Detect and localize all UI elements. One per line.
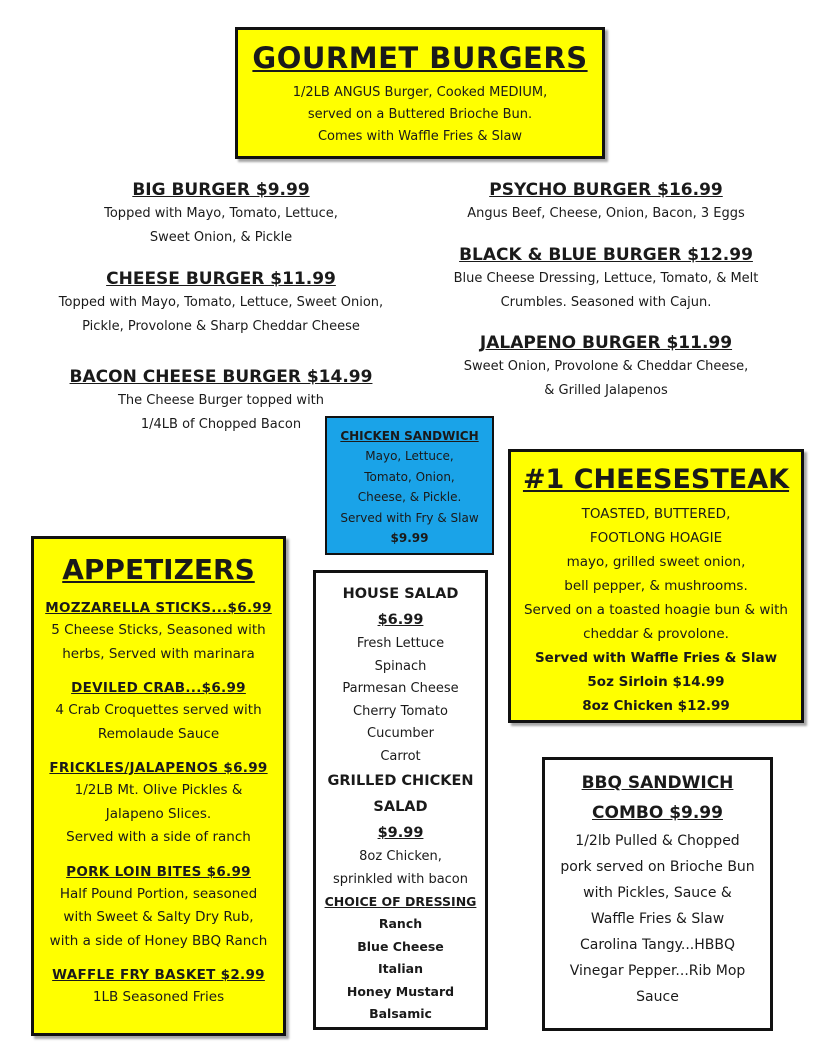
item-desc: Angus Beef, Cheese, Onion, Bacon, 3 Eggs xyxy=(467,206,745,221)
salad-ingredient: Cucumber xyxy=(367,726,434,741)
item-desc: Blue Cheese Dressing, Lettuce, Tomato, & Melt xyxy=(453,271,759,286)
cheesesteak-chicken-price: 8oz Chicken $12.99 xyxy=(582,698,730,714)
appetizer-desc: with Sweet & Salty Dry Rub, xyxy=(63,909,254,925)
chicken-sandwich-box xyxy=(325,416,494,555)
cheesesteak-desc: Served on a toasted hoagie bun & with xyxy=(523,602,788,618)
item-desc: Topped with Mayo, Tomato, Lettuce, xyxy=(104,206,338,221)
cheesesteak-sirloin-price: 5oz Sirloin $14.99 xyxy=(587,674,725,690)
psycho-burger-item xyxy=(430,178,782,226)
item-desc: & Grilled Jalapenos xyxy=(544,383,668,398)
item-title: CHEESE BURGER $11.99 xyxy=(106,269,336,289)
appetizer-desc: Remolaude Sauce xyxy=(97,725,220,742)
item-desc: The Cheese Burger topped with xyxy=(117,393,325,408)
appetizer-desc: Jalapeno Slices. xyxy=(105,805,212,822)
bbq-price: COMBO $9.99 xyxy=(592,803,723,823)
bbq-desc: pork served on Brioche Bun xyxy=(560,859,755,875)
header-line: 1/2LB ANGUS Burger, Cooked MEDIUM, xyxy=(292,85,548,100)
appetizer-title: PORK LOIN BITES $6.99 xyxy=(66,863,251,880)
appetizer-title: WAFFLE FRY BASKET $2.99 xyxy=(52,967,265,983)
item-desc: Topped with Mayo, Tomato, Lettuce, Sweet Onion, xyxy=(58,295,384,310)
salad-ingredient: Cherry Tomato xyxy=(353,703,448,719)
cheese-burger-item xyxy=(20,267,422,339)
item-desc: Sweet Onion, & Pickle xyxy=(149,230,293,245)
bbq-desc: Waffle Fries & Slaw xyxy=(590,911,725,927)
appetizer-title: MOZZARELLA STICKS...$6.99 xyxy=(45,600,272,616)
cheesesteak-title: #1 CHEESESTEAK xyxy=(522,464,790,495)
dressing-option: Ranch xyxy=(378,916,423,931)
appetizer-desc: herbs, Served with marinara xyxy=(62,645,255,662)
item-title: PSYCHO BURGER $16.99 xyxy=(489,180,723,200)
salad-ingredient: Spinach xyxy=(374,658,427,674)
appetizer-title: FRICKLES/JALAPENOS $6.99 xyxy=(49,760,268,776)
appetizer-desc: 4 Crab Croquettes served with xyxy=(55,702,262,718)
header-line: Comes with Waffle Fries & Slaw xyxy=(317,129,523,144)
grilled-chicken-salad-desc: sprinkled with bacon xyxy=(332,871,468,887)
item-title: BACON CHEESE BURGER $14.99 xyxy=(69,367,373,387)
house-salad-price: $6.99 xyxy=(377,612,424,628)
house-salad-box xyxy=(313,570,488,1030)
chicken-sandwich-desc: Served with Fry & Slaw xyxy=(340,510,479,525)
gourmet-burgers-header xyxy=(235,27,605,159)
bbq-desc: Sauce xyxy=(636,989,679,1005)
appetizers-title: APPETIZERS xyxy=(62,553,255,586)
item-title: JALAPENO BURGER $11.99 xyxy=(479,333,733,353)
bbq-desc: Vinegar Pepper...Rib Mop xyxy=(569,963,746,979)
item-desc: Crumbles. Seasoned with Cajun. xyxy=(500,295,712,310)
dressing-option: Balsamic xyxy=(369,1006,432,1021)
cheesesteak-sides: Served with Waffle Fries & Slaw xyxy=(534,650,778,666)
cheesesteak-desc: cheddar & provolone. xyxy=(583,626,729,642)
salad-ingredient: Fresh Lettuce xyxy=(356,636,445,651)
appetizers-box xyxy=(31,536,286,1036)
appetizer-desc: 5 Cheese Sticks, Seasoned with xyxy=(51,622,266,638)
bbq-desc: with Pickles, Sauce & xyxy=(583,885,732,901)
cheesesteak-desc: bell pepper, & mushrooms. xyxy=(564,578,748,594)
appetizer-desc: Half Pound Portion, seasoned xyxy=(59,885,258,902)
black-blue-burger-item xyxy=(430,243,782,315)
house-salad-title: HOUSE SALAD xyxy=(342,586,459,602)
header-title: GOURMET BURGERS xyxy=(252,41,588,75)
bbq-sandwich-box xyxy=(542,757,773,1031)
dressing-option: Honey Mustard xyxy=(346,983,455,999)
cheesesteak-desc: FOOTLONG HOAGIE xyxy=(589,530,723,546)
item-desc: 1/4LB of Chopped Bacon xyxy=(140,417,302,432)
chicken-sandwich-desc: Cheese, & Pickle. xyxy=(357,490,462,504)
cheesesteak-box xyxy=(508,449,804,723)
cheesesteak-desc: mayo, grilled sweet onion, xyxy=(566,554,746,570)
appetizer-desc: Served with a side of ranch xyxy=(66,829,251,845)
dressing-option: Italian xyxy=(378,961,423,976)
appetizer-desc: with a side of Honey BBQ Ranch xyxy=(49,932,268,949)
chicken-sandwich-price: $9.99 xyxy=(390,531,429,545)
grilled-chicken-salad-price: $9.99 xyxy=(377,825,424,841)
item-desc: Pickle, Provolone & Sharp Cheddar Cheese xyxy=(82,319,360,334)
salad-ingredient: Carrot xyxy=(380,748,421,764)
bbq-title: BBQ SANDWICH xyxy=(581,773,734,793)
item-desc: Sweet Onion, Provolone & Cheddar Cheese, xyxy=(463,359,749,374)
dressing-title: CHOICE OF DRESSING xyxy=(324,894,477,909)
header-line: served on a Buttered Brioche Bun. xyxy=(307,107,533,122)
salad-ingredient: Parmesan Cheese xyxy=(342,681,459,696)
chicken-sandwich-desc: Mayo, Lettuce, xyxy=(365,449,454,463)
cheesesteak-desc: TOASTED, BUTTERED, xyxy=(581,506,731,522)
item-title: BLACK & BLUE BURGER $12.99 xyxy=(459,245,753,265)
item-title: BIG BURGER $9.99 xyxy=(132,180,310,200)
chicken-sandwich-desc: Tomato, Onion, xyxy=(364,469,455,484)
big-burger-item xyxy=(20,178,422,250)
bbq-desc: Carolina Tangy...HBBQ xyxy=(579,937,736,953)
grilled-chicken-salad-desc: 8oz Chicken, xyxy=(359,849,442,864)
grilled-chicken-salad-title: SALAD xyxy=(373,799,428,815)
appetizer-desc: 1/2LB Mt. Olive Pickles & xyxy=(74,782,243,798)
jalapeno-burger-item xyxy=(430,331,782,403)
appetizer-desc: 1LB Seasoned Fries xyxy=(92,989,225,1005)
chicken-sandwich-title: CHICKEN SANDWICH xyxy=(340,429,479,443)
dressing-option: Blue Cheese xyxy=(357,938,444,954)
appetizer-title: DEVILED CRAB...$6.99 xyxy=(71,680,246,696)
bbq-desc: 1/2lb Pulled & Chopped xyxy=(575,833,740,849)
grilled-chicken-salad-title: GRILLED CHICKEN xyxy=(327,773,474,789)
